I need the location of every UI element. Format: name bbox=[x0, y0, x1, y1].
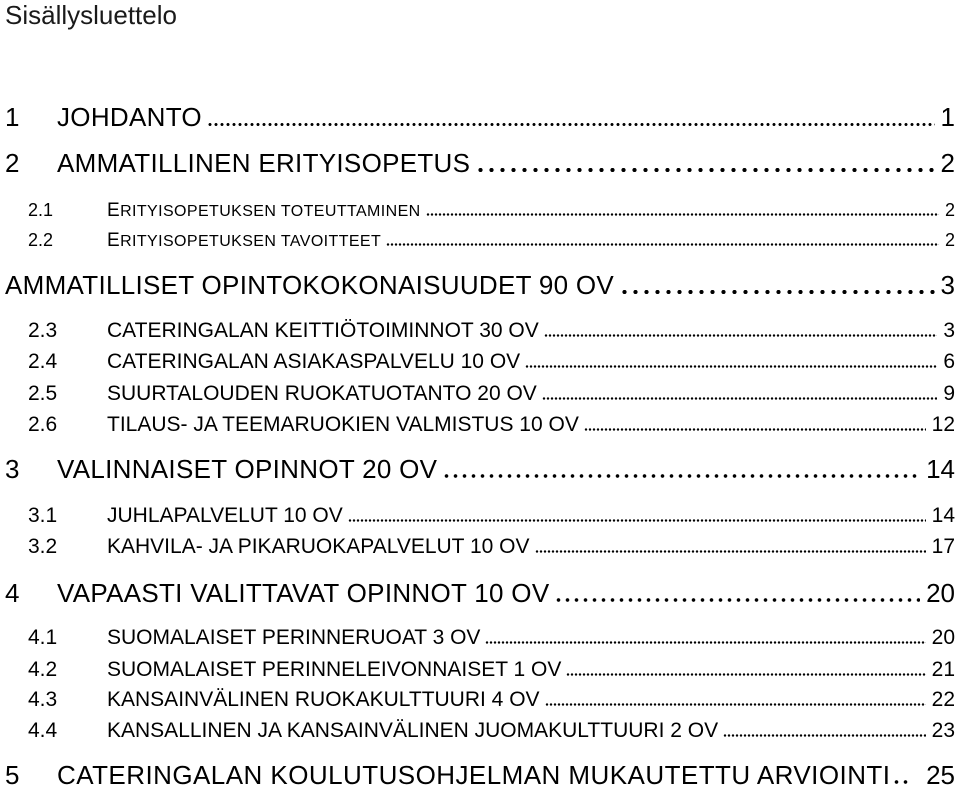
dot-leader bbox=[525, 365, 937, 368]
toc-entry-2-3[interactable] bbox=[0, 316, 960, 346]
toc-entry-4-3[interactable] bbox=[0, 685, 960, 715]
entry-page-number: 2 bbox=[944, 230, 955, 250]
dot-leader bbox=[426, 213, 939, 216]
dot-leader bbox=[542, 397, 938, 400]
entry-page-number: 1 bbox=[940, 102, 955, 132]
dot-leader bbox=[475, 168, 934, 172]
entry-title: VAPAASTI VALITTAVAT OPINNOT 10 OV bbox=[57, 578, 550, 608]
entry-title: AMMATILLINEN ERITYISOPETUS bbox=[57, 148, 471, 178]
dot-leader bbox=[584, 428, 926, 431]
entry-number: 4.3 bbox=[28, 688, 58, 711]
entry-number: 2.4 bbox=[28, 350, 58, 373]
entry-number: 4 bbox=[5, 578, 20, 608]
entry-page-number: 20 bbox=[926, 578, 955, 608]
entry-page-number: 23 bbox=[931, 719, 955, 742]
toc-entry-2[interactable] bbox=[0, 148, 960, 178]
entry-page-number: 9 bbox=[943, 382, 955, 405]
entry-title: JOHDANTO bbox=[57, 102, 202, 132]
dot-leader bbox=[535, 550, 926, 553]
toc-entry-1[interactable] bbox=[0, 102, 960, 132]
entry-page-number: 25 bbox=[926, 760, 955, 790]
entry-title: KAHVILA- JA PIKARUOKAPALVELUT 10 OV bbox=[107, 535, 530, 558]
entry-number: 2.5 bbox=[28, 382, 58, 405]
entry-page-number: 20 bbox=[931, 626, 955, 649]
toc-entry-2-6[interactable] bbox=[0, 410, 960, 440]
dot-leader bbox=[554, 598, 920, 602]
entry-title: SUOMALAISET PERINNELEIVONNAISET 1 OV bbox=[107, 658, 562, 681]
entry-title: SUURTALOUDEN RUOKATUOTANTO 20 OV bbox=[107, 382, 537, 405]
entry-number: 3.1 bbox=[28, 504, 58, 527]
entry-title: KANSALLINEN JA KANSAINVÄLINEN JUOMAKULTTUURI 2 OV bbox=[107, 719, 719, 742]
toc-entry-ammatilliset-opintokokonaisuudet[interactable] bbox=[0, 270, 960, 300]
dot-leader bbox=[892, 780, 910, 784]
entry-page-number: 3 bbox=[943, 319, 955, 342]
entry-title: ERITYISOPETUKSEN TAVOITTEET bbox=[107, 230, 382, 251]
toc-heading: Sisällysluettelo bbox=[5, 0, 177, 30]
entry-title: ERITYISOPETUKSEN TOTEUTTAMINEN bbox=[107, 200, 421, 221]
entry-page-number: 22 bbox=[931, 688, 955, 711]
entry-page-number: 21 bbox=[931, 658, 955, 681]
dot-leader bbox=[485, 641, 925, 644]
entry-number: 4.4 bbox=[28, 719, 58, 742]
entry-number: 2.1 bbox=[28, 200, 54, 220]
toc-entry-2-5[interactable] bbox=[0, 379, 960, 409]
entry-page-number: 14 bbox=[926, 454, 955, 484]
entry-title: CATERINGALAN KEITTIÖTOIMINNOT 30 OV bbox=[107, 319, 539, 342]
dot-leader bbox=[566, 673, 925, 676]
entry-page-number: 6 bbox=[943, 350, 955, 373]
toc-entry-2-1[interactable] bbox=[0, 195, 960, 227]
entry-number: 2.2 bbox=[28, 230, 54, 250]
entry-title: TILAUS- JA TEEMARUOKIEN VALMISTUS 10 OV bbox=[107, 413, 579, 436]
entry-title: CATERINGALAN KOULUTUSOHJELMAN MUKAUTETTU ARVIOINTI bbox=[57, 760, 891, 790]
dot-leader bbox=[723, 734, 926, 737]
toc-entry-5[interactable] bbox=[0, 762, 960, 788]
entry-title: CATERINGALAN ASIAKASPALVELU 10 OV bbox=[107, 350, 521, 373]
entry-number: 3 bbox=[5, 454, 20, 484]
toc-entry-4-4[interactable] bbox=[0, 716, 960, 746]
dot-leader bbox=[442, 474, 920, 478]
toc-entry-4-2[interactable] bbox=[0, 655, 960, 685]
toc-entry-2-4[interactable] bbox=[0, 347, 960, 377]
entry-page-number: 17 bbox=[931, 535, 955, 558]
entry-number: 4.2 bbox=[28, 658, 58, 681]
entry-number: 5 bbox=[5, 760, 20, 790]
entry-title: VALINNAISET OPINNOT 20 OV bbox=[57, 454, 438, 484]
entry-number: 4.1 bbox=[28, 626, 58, 649]
dot-leader bbox=[348, 519, 926, 522]
entry-title: KANSAINVÄLINEN RUOKAKULTTUURI 4 OV bbox=[107, 688, 540, 711]
dot-leader bbox=[207, 123, 935, 126]
toc-entry-3-2[interactable] bbox=[0, 532, 960, 562]
entry-title: JUHLAPALVELUT 10 OV bbox=[107, 504, 343, 527]
entry-title: SUOMALAISET PERINNERUOAT 3 OV bbox=[107, 626, 481, 649]
toc-entry-4[interactable] bbox=[0, 578, 960, 608]
entry-number: 2 bbox=[5, 148, 20, 178]
toc-entry-4-1[interactable] bbox=[0, 623, 960, 653]
entry-page-number: 2 bbox=[940, 148, 955, 178]
dot-leader bbox=[544, 334, 938, 337]
dot-leader bbox=[545, 703, 926, 706]
toc-entry-3-1[interactable] bbox=[0, 501, 960, 531]
entry-page-number: 12 bbox=[931, 413, 955, 436]
entry-number: 3.2 bbox=[28, 535, 58, 558]
entry-number: 2.3 bbox=[28, 319, 58, 342]
entry-page-number: 14 bbox=[931, 504, 955, 527]
toc-entry-2-2[interactable] bbox=[0, 225, 960, 257]
entry-title: AMMATILLISET OPINTOKOKONAISUUDET 90 OV bbox=[5, 270, 615, 300]
entry-number: 1 bbox=[5, 102, 20, 132]
entry-page-number: 2 bbox=[944, 200, 955, 220]
entry-page-number: 3 bbox=[940, 270, 955, 300]
dot-leader bbox=[386, 243, 939, 246]
dot-leader bbox=[619, 290, 934, 294]
entry-number: 2.6 bbox=[28, 413, 58, 436]
toc-entry-3[interactable] bbox=[0, 454, 960, 484]
